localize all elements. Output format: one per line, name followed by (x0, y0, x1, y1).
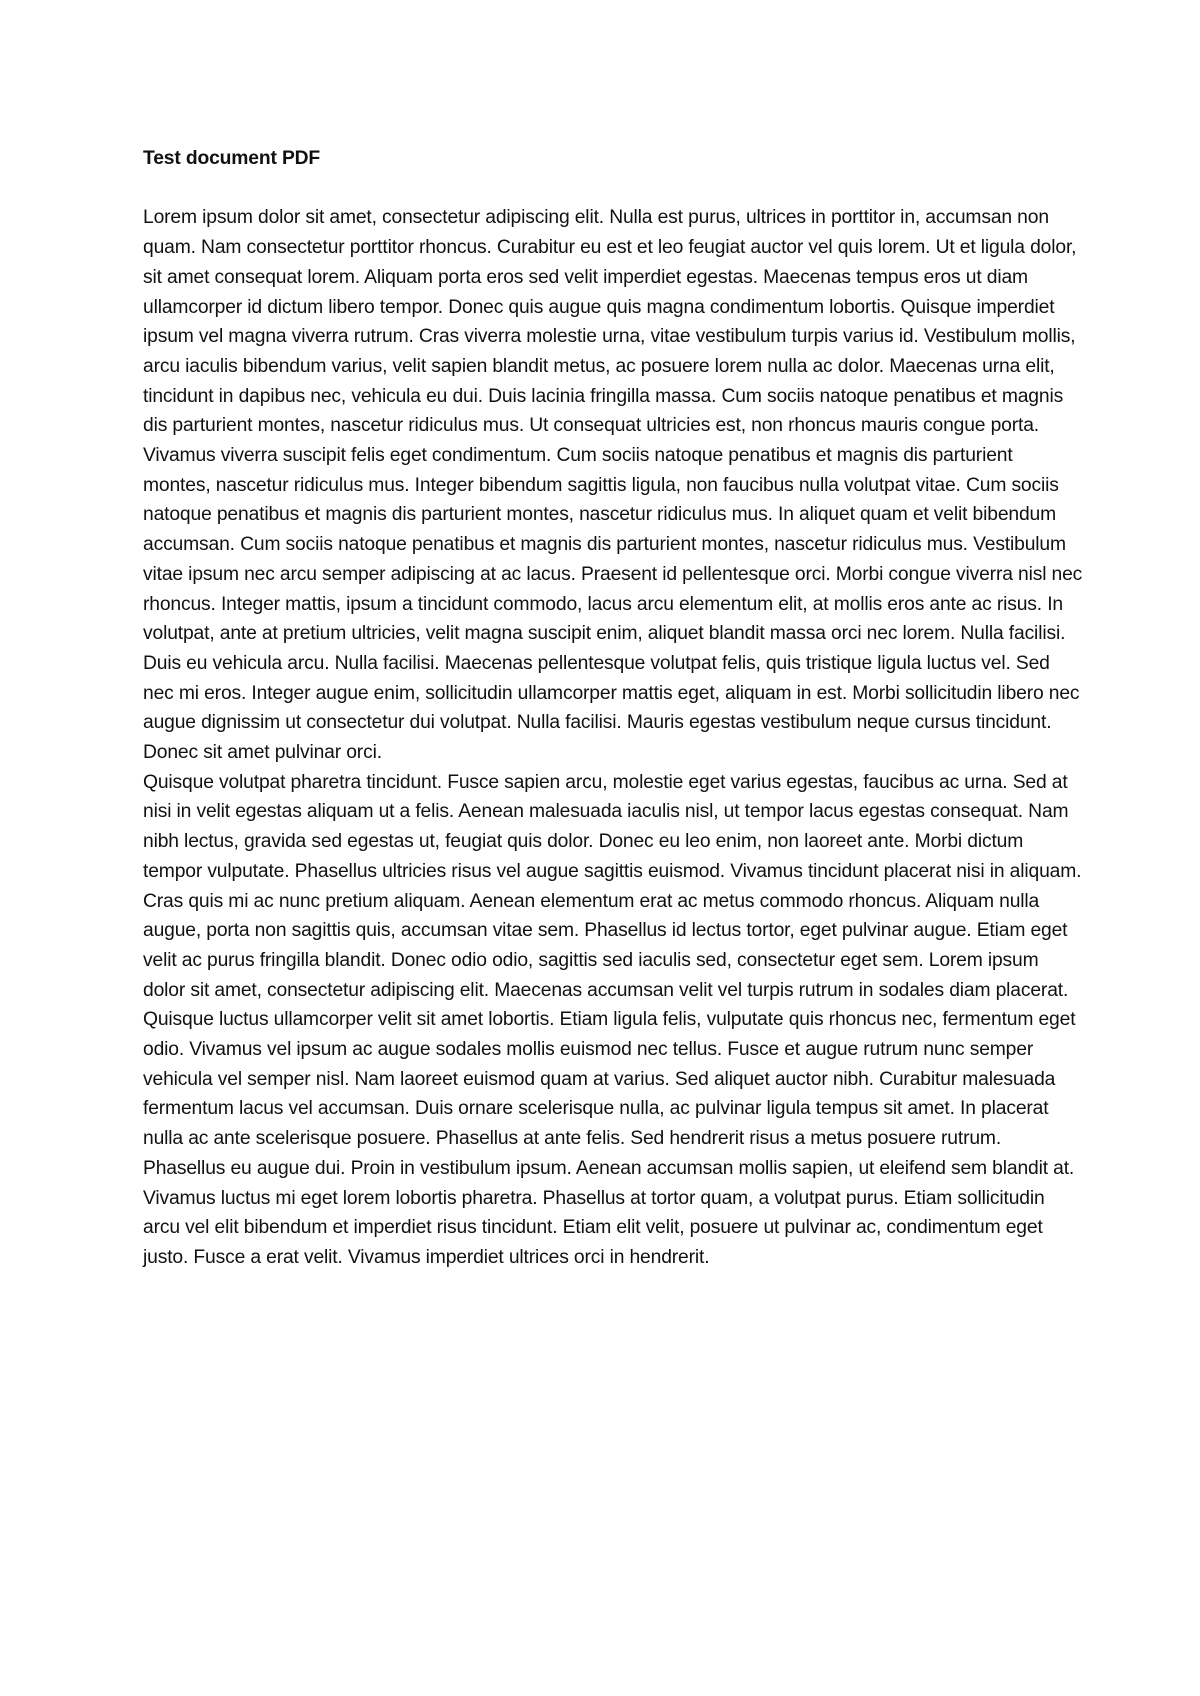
paragraph: Lorem ipsum dolor sit amet, consectetur adipiscing elit. Nulla est purus, ultrices in porttitor in, accumsan non quam. Nam consectetur porttitor rhoncus. Curabitur eu est et leo feugiat auctor vel quis lorem. Ut et ligula dolor, sit amet consequat lorem. Aliquam porta eros sed velit imperdiet egestas. Maecenas tempus eros ut diam ullamcorper id dictum libero tempor. Donec quis augue quis magna condimentum lobortis. Quisque imperdiet ipsum vel magna viverra rutrum. Cras viverra molestie urna, vitae vestibulum turpis varius id. Vestibulum mollis, arcu iaculis bibendum varius, velit sapien blandit metus, ac posuere lorem nulla ac dolor. Maecenas urna elit, tincidunt in dapibus nec, vehicula eu dui. Duis lacinia fringilla massa. Cum sociis natoque penatibus et magnis dis parturient montes, nascetur ridiculus mus. Ut consequat ultricies est, non rhoncus mauris congue porta. Vivamus viverra suscipit felis eget condimentum. Cum sociis natoque penatibus et magnis dis parturient montes, nascetur ridiculus mus. Integer bibendum sagittis ligula, non faucibus nulla volutpat vitae. Cum sociis natoque penatibus et magnis dis parturient montes, nascetur ridiculus mus. In aliquet quam et velit bibendum accumsan. Cum sociis natoque penatibus et magnis dis parturient montes, nascetur ridiculus mus. Vestibulum vitae ipsum nec arcu semper adipiscing at ac lacus. Praesent id pellentesque orci. Morbi congue viverra nisl nec rhoncus. Integer mattis, ipsum a tincidunt commodo, lacus arcu elementum elit, at mollis eros ante ac risus. In volutpat, ante at pretium ultricies, velit magna suscipit enim, aliquet blandit massa orci nec lorem. Nulla facilisi. Duis eu vehicula arcu. Nulla facilisi. Maecenas pellentesque volutpat felis, quis tristique ligula luctus vel. Sed nec mi eros. Integer augue enim, sollicitudin ullamcorper mattis eget, aliquam in est. Morbi sollicitudin libero nec augue dignissim ut consectetur dui volutpat. Nulla facilisi. Mauris egestas vestibulum neque cursus tincidunt. Donec sit amet pulvinar orci. (143, 207, 1083, 764)
document-body (143, 144, 1083, 1273)
document-title: Test document PDF (143, 148, 321, 169)
paragraph: Quisque luctus ullamcorper velit sit amet lobortis. Etiam ligula felis, vulputate quis rhoncus nec, fermentum eget odio. Vivamus vel ipsum ac augue sodales mollis euismod nec tellus. Fusce et augue rutrum nunc semper vehicula vel semper nisl. Nam laoreet euismod quam at varius. Sed aliquet auctor nibh. Curabitur malesuada fermentum lacus vel accumsan. Duis ornare scelerisque nulla, ac pulvinar ligula tempus sit amet. In placerat nulla ac ante scelerisque posuere. Phasellus at ante felis. Sed hendrerit risus a metus posuere rutrum. Phasellus eu augue dui. Proin in vestibulum ipsum. Aenean accumsan mollis sapien, ut eleifend sem blandit at. Vivamus luctus mi eget lorem lobortis pharetra. Phasellus at tortor quam, a volutpat purus. Etiam sollicitudin arcu vel elit bibendum et imperdiet risus tincidunt. Etiam elit velit, posuere ut pulvinar ac, condimentum eget justo. Fusce a erat velit. Vivamus imperdiet ultrices orci in hendrerit. (143, 1009, 1076, 1268)
paragraph: Quisque volutpat pharetra tincidunt. Fusce sapien arcu, molestie eget varius egestas, faucibus ac urna. Sed at nisi in velit egestas aliquam ut a felis. Aenean malesuada iaculis nisl, ut tempor lacus egestas consequat. Nam nibh lectus, gravida sed egestas ut, feugiat quis dolor. Donec eu leo enim, non laoreet ante. Morbi dictum tempor vulputate. Phasellus ultricies risus vel augue sagittis euismod. Vivamus tincidunt placerat nisi in aliquam. Cras quis mi ac nunc pretium aliquam. Aenean elementum erat ac metus commodo rhoncus. Aliquam nulla augue, porta non sagittis quis, accumsan vitae sem. Phasellus id lectus tortor, eget pulvinar augue. Etiam eget velit ac purus fringilla blandit. Donec odio odio, sagittis sed iaculis sed, consectetur eget sem. Lorem ipsum dolor sit amet, consectetur adipiscing elit. Maecenas accumsan velit vel turpis rutrum in sodales diam placerat. (143, 771, 1082, 1001)
